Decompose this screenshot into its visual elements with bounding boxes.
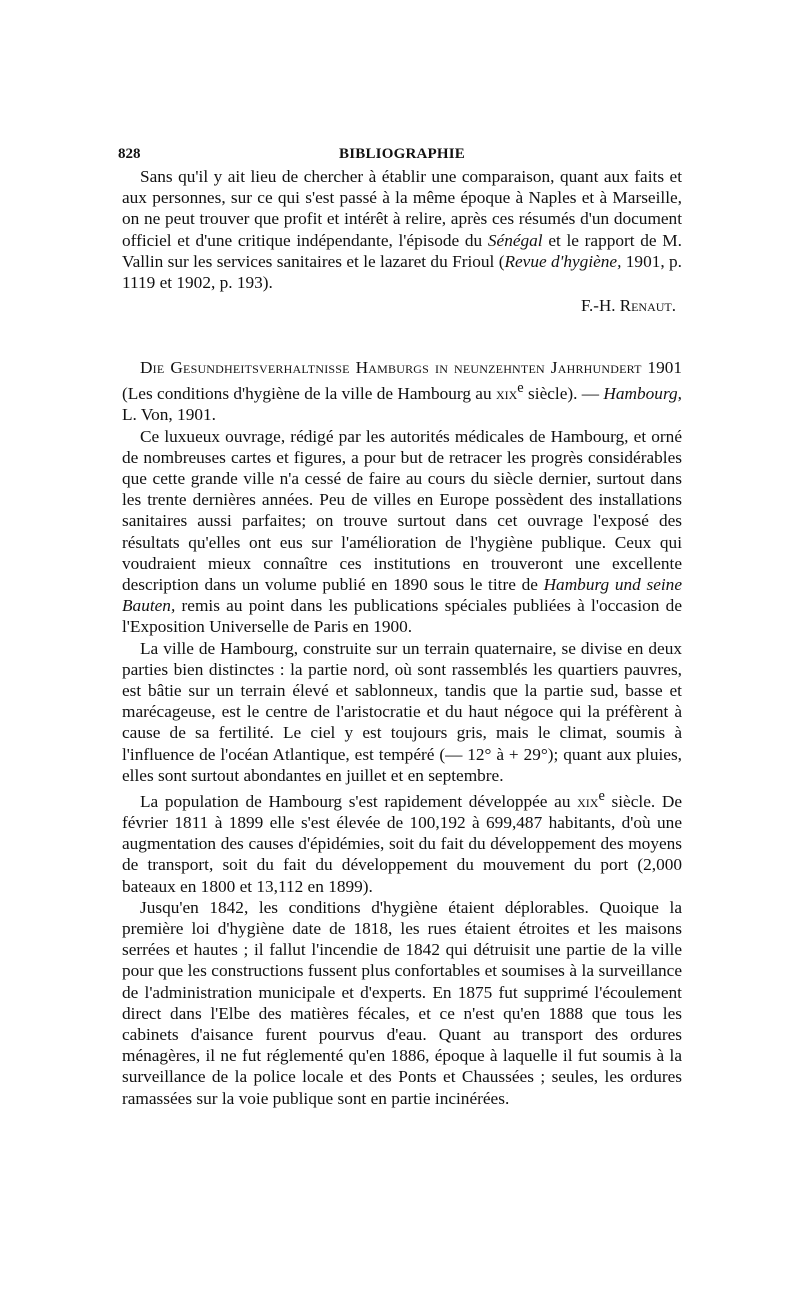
review1-text-b: et le rapport de M. Vallin sur les services sanitaires et le lazaret du Frioul ( <box>122 230 682 271</box>
review2-paragraph-4: Jusqu'en 1842, les conditions d'hygiène étaient déplorables. Quoique la première loi d'hygiène date de 1818, les rues étaient étroites et les maisons serrées et hautes ; il fallut l'incendie de 1842 qui détruisit une partie de la ville pour que les constructions fussent plus confortables et soumises à la surveillance de l'administration municipale et d'experts. En 1875 fut supprimé l'écoulement direct dans l'Elbe des matières fécales, et ce n'est qu'en 1888 que tous les cabinets d'aisance furent pourvus d'eau. Quant au transport des ordures ménagères, il ne fut réglementé qu'en 1886, époque à laquelle il fut soumis à la surveillance de la police locale et des Ponts et Chaussées ; seules, les ordures ramassées sur la voie publique sont en partie incinérées. <box>122 897 682 1108</box>
review1-text-c: 1901, p. 1119 et 1902, p. 193). <box>122 251 682 293</box>
review1-italic-senegal: Sénégal <box>487 230 543 250</box>
review2-para1-b: remis au point dans les publications spéciales publiées à l'occasion de l'Exposition Universelle de Paris en 1900. <box>122 596 682 637</box>
review2-paragraph-1 <box>122 426 682 638</box>
review1-text-a: Sans qu'il y ait lieu de chercher à établir une comparaison, quant aux faits et aux personnes, sur ce qui s'est passé à la même époque à Naples et à Marseille, on ne peut trouver que profit et intérêt à relire, après ces résumés d'un document officiel et d'une critique indépendante, l'épisode du <box>122 167 682 250</box>
review2-entry-heading <box>122 357 682 425</box>
page-number: 828 <box>118 146 141 162</box>
review2-century-sup: e <box>517 380 524 397</box>
running-title: BIBLIOGRAPHIE <box>339 146 465 162</box>
review2-century: xix <box>495 384 518 404</box>
review2-para3-sup: e <box>598 788 605 805</box>
review2-publisher-place: Hambourg, <box>603 384 682 404</box>
review1-signature: F.-H. Renaut. <box>580 296 676 316</box>
review2-para3-century: xix <box>577 791 599 811</box>
section-gap <box>122 317 682 357</box>
running-header <box>118 140 682 164</box>
review2-title-rest-b: siècle). — <box>523 384 604 404</box>
review2-para3-a: La population de Hambourg s'est rapidement développée au <box>140 791 578 811</box>
review2-para1-a: Ce luxueux ouvrage, rédigé par les autorités médicales de Hambourg, et orné de nombreuses cartes et figures, a pour but de retracer les progrès considérables que cette grande ville n'a cessé de faire au cours du siècle dernier, surtout dans les trente dernières années. Peu de villes en Europe possèdent des installations sanitaires aussi parfaites; on trouve surtout dans cet ouvrage l'exposé des résultats qu'elles ont eus sur l'amélioration de l'hygiène publique. Ceux qui voudraient mieux connaître ces institutions en trouveront une excellente description dans un volume publié en 1890 sous le titre de <box>122 426 682 595</box>
document-page <box>118 140 682 1109</box>
review2-para1-italic: Hamburg und seine Bauten, <box>122 575 682 616</box>
review2-title-rest-a: 1901 (Les conditions d'hygiène de la ville de Hambourg au <box>122 358 682 404</box>
review2-paragraph-3 <box>122 786 682 897</box>
review2-german-title: Die Gesundheitsverhaltnisse Hamburgs in neunzehnten Jahrhundert <box>140 358 642 378</box>
review2-publisher: L. Von, 1901. <box>122 405 216 425</box>
review2-para3-b: siècle. De février 1811 à 1899 elle s'est élevée de 100,192 à 699,487 habitants, d'où une augmentation des causes d'épidémies, soit du fait du développement des moyens de transport, soit du fait du développement du mouvement du port (2,000 bateaux en 1800 et 13,112 en 1899). <box>122 791 682 896</box>
review1-italic-revue: Revue d'hygiène, <box>504 251 622 271</box>
review2-paragraph-2: La ville de Hambourg, construite sur un terrain quaternaire, se divise en deux parties bien distinctes : la partie nord, où sont rassemblés les quartiers pauvres, est bâtie sur un terrain élevé et sablonneux, tandis que la partie sud, basse et marécageuse, est le centre de l'aristocratie et du haut négoce qui la préfèrent à cause de sa fertilité. Le ciel y est toujours gris, mais le climat, soumis à l'influence de l'océan Atlantique, est tempéré (— 12° à + 29°); quant aux pluies, elles sont surtout abondantes en juillet et en septembre. <box>122 638 682 785</box>
review1-paragraph <box>122 166 682 293</box>
